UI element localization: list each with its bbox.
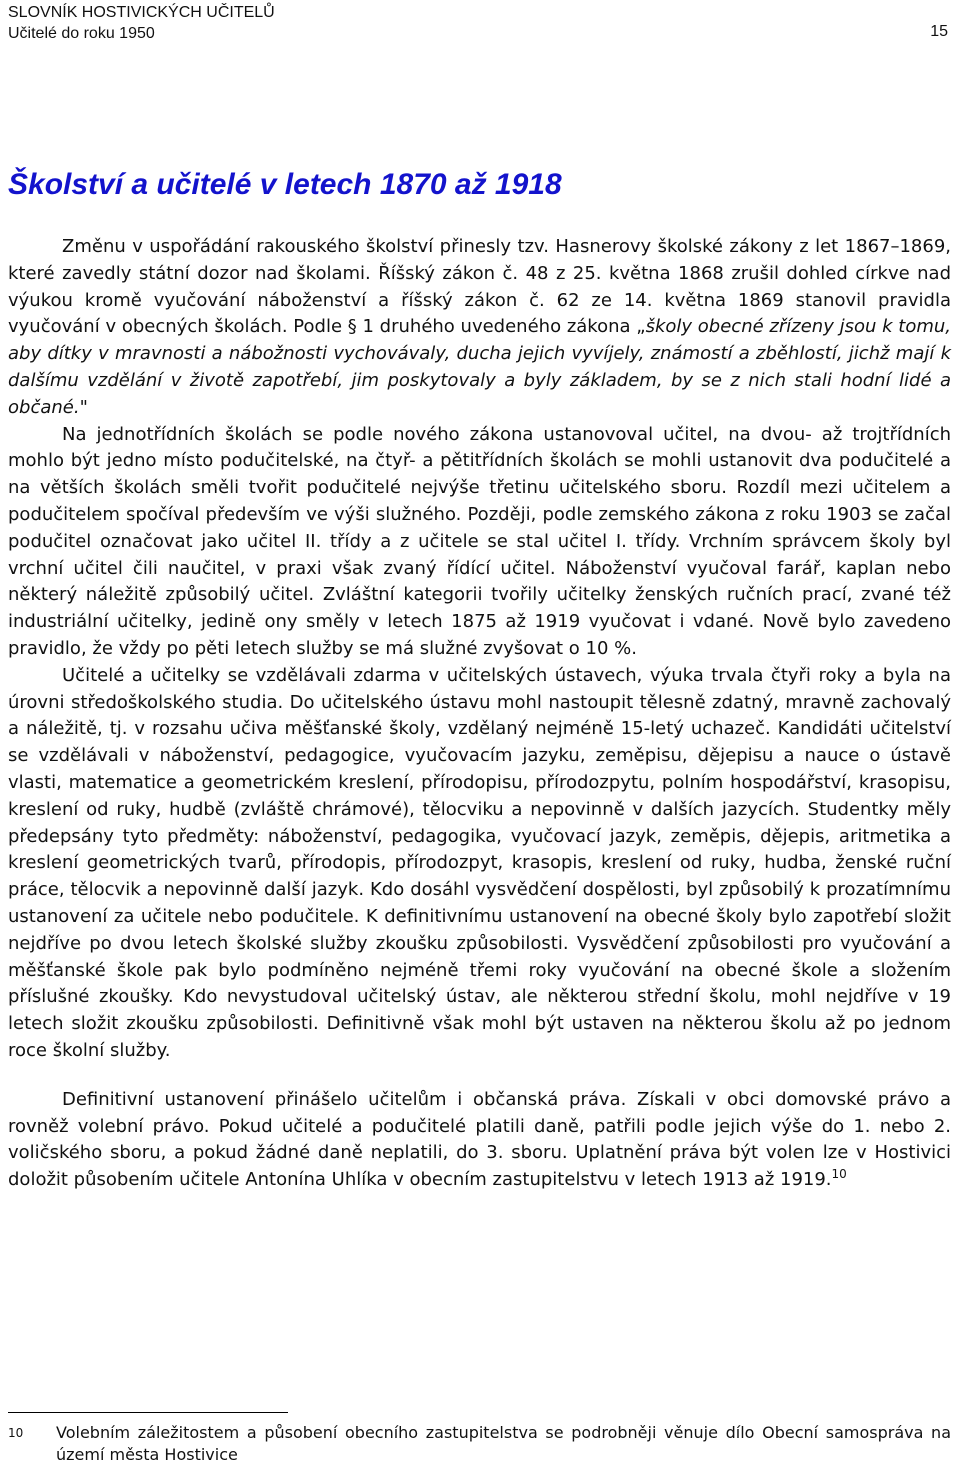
paragraph-4-text: Definitivní ustanovení přinášelo učitelům i občanská práva. Získali v obci domovské právo a rovněž volební právo. Pokud učitelé a podučitelé platili daně, patřili podle jejich výše do 1. nebo 2. voličského sboru, a pokud žádné daně neplatili, do 3. sboru. Uplatnění práva být volen lze v Hostivici doložit působením učitele Antonína Uhlíka v obecním zastupitelstvu v letech 1913 až 1919.	[8, 1088, 951, 1191]
quote-close: "	[79, 396, 88, 418]
body-text	[8, 234, 951, 1194]
paragraph-3: Učitelé a učitelky se vzdělávali zdarma v učitelských ústavech, výuka trvala čtyři roky a byla na úrovni středoškolského studia. Do učitelského ústavu mohl nastoupit tělesně zdatný, mravně zachovalý a náležitě, tj. v rozsahu učiva měšťanské školy, vzdělaný nejméně 15-letý uchazeč. Kandidáti učitelství se vzdělávali v náboženství, pedagogice, vyučovacím jazyku, zeměpisu, dějepisu a nauce o ústavě vlasti, matematice a geometrickém kreslení, přírodopisu, přírodozpytu, polním hospodářství, krasopisu, kreslení od ruky, hudbě (zvláště chrámové), tělocviku a nepovinně v dalších jazycích. Studentky měly předepsány tyto předměty: náboženství, pedagogika, vyučovací jazyk, zeměpis, dějepis, aritmetika a kreslení geometrických tvarů, přírodopis, přírodozpyt, krasopis, kreslení od ruky, hudba, ženské ruční práce, tělocvik a nepovinně další jazyk. Kdo dosáhl vysvědčení dospělosti, byl způsobilý k prozatímnímu ustanovení za učitele nebo podučitele. K definitivnímu ustanovení na obecné školy bylo zapotřebí složit nejdříve po dvou letech školské služby zkoušku způsobilosti. Vysvědčení způsobilosti pro vyučování a měšťanské škole pak bylo podmíněno nejméně třemi roky vyučování na obecné škole a složením příslušné zkoušky. Kdo nevystudoval učitelský ústav, ale některou střední školu, mohl nejdříve v 19 letech složit zkoušku způsobilosti. Definitivně však mohl být ustaven na některou školu až po jednom roce školní služby.	[8, 664, 951, 1061]
page-header	[8, 2, 948, 44]
paragraph-1	[8, 234, 951, 422]
page-number: 15	[930, 23, 948, 40]
paragraph-1-text: Změnu v uspořádání rakouského školství přinesly tzv. Hasnerovy školské zákony z let 1867–1869, které zavedly státní dozor nad školami. Říšský zákon č. 48 z 25. května 1868 zrušil dohled církve nad výukou kromě vyučování náboženství a říšský zákon č. 62 ze 14. května 1869 stanovil pravidla vyučování v obecných školách. Podle § 1 druhého uvedeného zákona „	[8, 236, 951, 338]
paragraph-4	[8, 1087, 951, 1194]
footnote-text: Volebním záležitostem a působení obecního zastupitelstva se podrobněji věnuje dílo Obecní samospráva na území města Hostivice	[56, 1423, 951, 1464]
header-line-2: Učitelé do roku 1950	[8, 25, 155, 42]
footnote	[8, 1422, 951, 1466]
header-line-1: SLOVNÍK HOSTIVICKÝCH UČITELŮ	[8, 4, 275, 21]
footnote-number: 10	[8, 1426, 24, 1440]
footnote-ref[interactable]: 10	[831, 1167, 847, 1182]
paragraph-2: Na jednotřídních školách se podle nového zákona ustanovoval učitel, na dvou- až trojtřídních mohlo být jedno místo podučitelské, na čtyř- a pětitřídních školách se mohli ustanovit dva podučitelé a na větších školách směli tvořit podučitelé nejvýše třetinu učitelského sboru. Rozdíl mezi učitelem a podučitelem spočíval především ve výši služného. Později, podle zemského zákona z roku 1903 se začal podučitel označovat jako učitel II. třídy a z učitele se stal učitel I. třídy. Vrchním správcem školy byl vrchní učitel čili naučitel, v praxi však zvaný řídící učitel. Náboženství vyučoval farář, kaplan nebo některý náležitě způsobilý učitel. Zvláštní kategorii tvořily učitelky ženských ručních prací, zvané též industriální učitelky, jedině ony směly v letech 1875 až 1919 vyučovat i vdané. Nově bylo zavedeno pravidlo, že vždy po pěti letech služby se má služné zvyšovat o 10 %.	[8, 423, 951, 659]
footnote-separator	[8, 1412, 288, 1413]
section-title: Školství a učitelé v letech 1870 až 1918	[8, 168, 562, 201]
law-quote: školy obecné zřízeny jsou k tomu, aby dítky v mravnosti a nábožnosti vychovávaly, ducha jejich vyvíjely, známostí a zběhlostí, jichž mají k dalšímu vzdělání v životě zapotřebí, jim poskytovaly a byly základem, by se z nich stali hodní lidé a občané.	[8, 316, 952, 418]
